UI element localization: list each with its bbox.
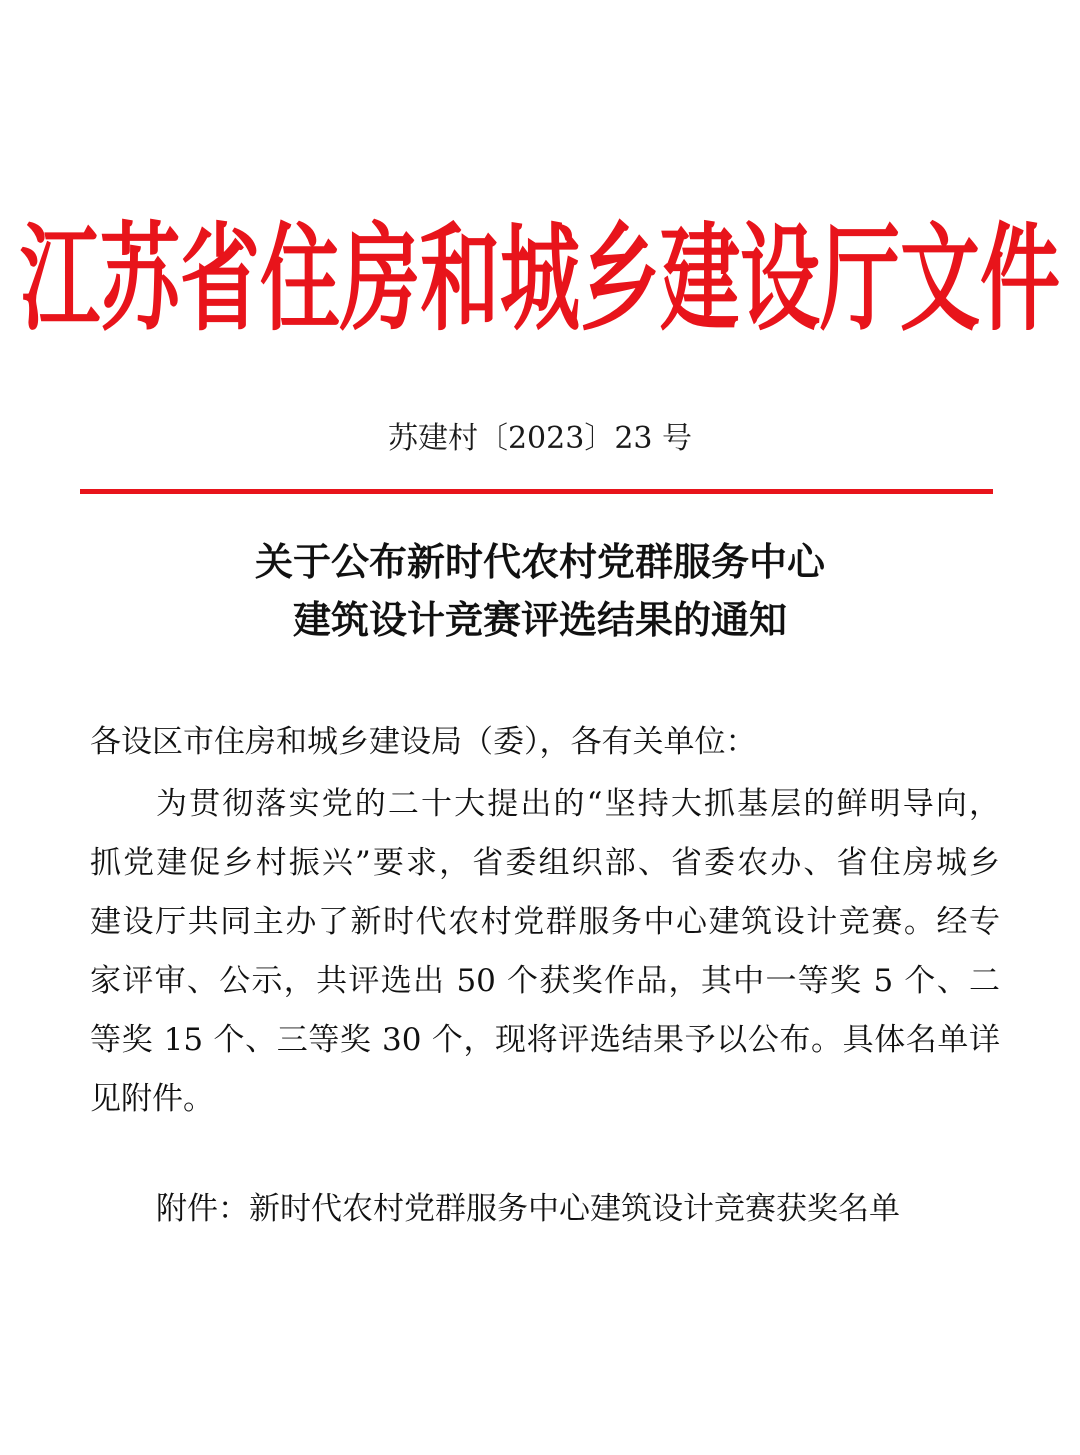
body-line: 为贯彻落实党的二十大提出的“坚持大抓基层的鲜明导向， [156,786,1000,822]
body-line: 建设厅共同主办了新时代农村党群服务中心建筑设计竞赛。经专 [90,904,1000,940]
notice-title [0,533,1080,649]
notice-title-line-2: 建筑设计竞赛评选结果的通知 [292,598,787,642]
body-line: 等奖 15 个、三等奖 30 个，现将评选结果予以公布。具体名单详 [90,1022,1000,1058]
notice-title-line-1: 关于公布新时代农村党群服务中心 [254,540,825,584]
body-paragraph [90,775,1000,1129]
document-number: 苏建村〔2023〕23 号 [387,421,693,456]
body-line: 抓党建促乡村振兴”要求，省委组织部、省委农办、省住房城乡 [90,845,1000,881]
red-divider-line [80,489,993,494]
salutation: 各设区市住房和城乡建设局（委），各有关单位： [90,724,757,760]
masthead-title: 江苏省住房和城乡建设厅文件 [20,211,1060,347]
body-line: 见附件。 [90,1081,214,1117]
body-line: 家评审、公示，共评选出 50 个获奖作品，其中一等奖 5 个、二 [90,963,1000,999]
attachment-note: 附件：新时代农村党群服务中心建筑设计竞赛获奖名单 [156,1191,900,1227]
